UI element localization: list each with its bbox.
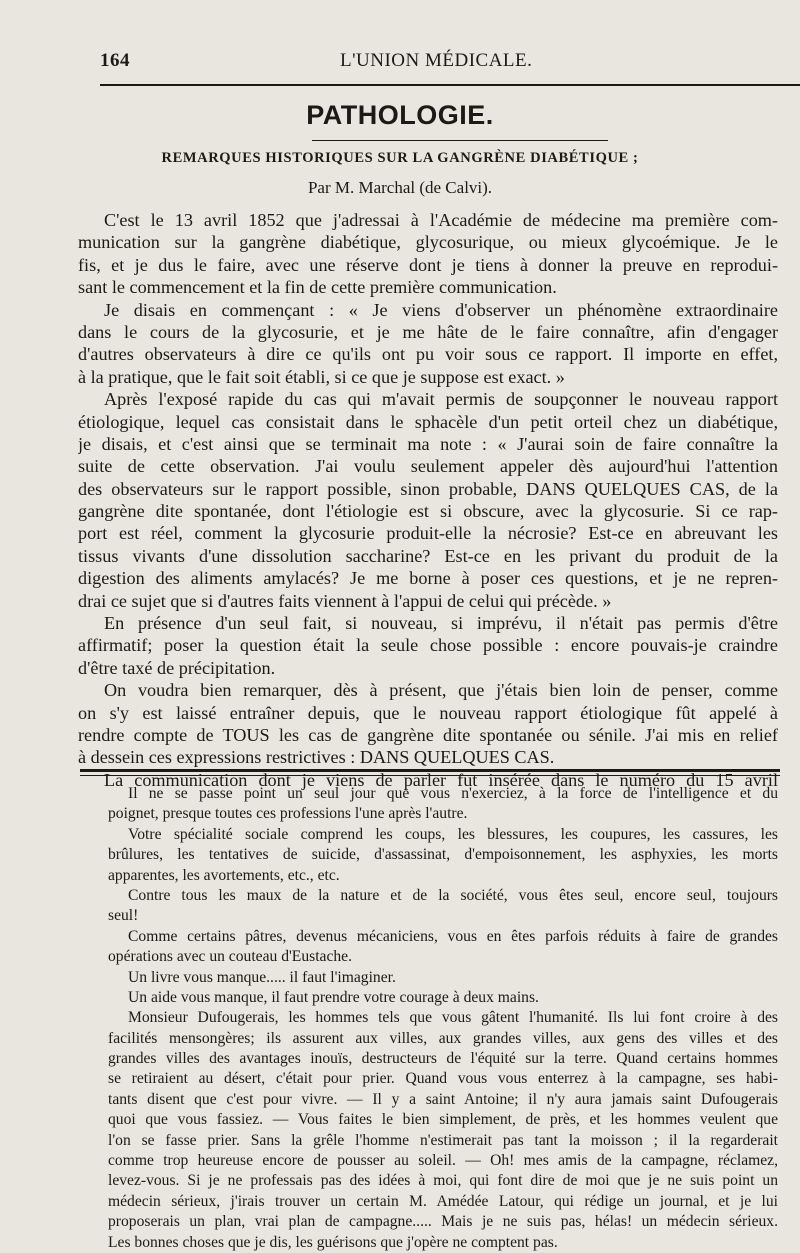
footnote-line: Contre tous les maux de la nature et de la société, vous êtes seul, encore seul, toujours <box>128 886 778 904</box>
footnote-line: brûlures, les tentatives de suicide, d'assassinat, d'empoisonnement, les asphyxies, les morts <box>108 846 778 864</box>
text-line: digestion des aliments amylacés? Je me borne à poser ces questions, et je ne repren- <box>78 568 778 589</box>
footnote-line: levez-vous. Si je ne professais pas des idées à moi, qui font dire de moi que je ne suis point un <box>108 1172 778 1190</box>
text-line: fis, et je dus le faire, avec une réserve dont je tiens à donner la preuve en reprodui- <box>78 254 778 275</box>
footnote-line: Votre spécialité sociale comprend les coups, les blessures, les coupures, les cassures, les <box>128 825 778 843</box>
feuilleton-text <box>108 784 778 1253</box>
text-line: En présence d'un seul fait, si nouveau, si imprévu, il n'était pas permis d'être <box>104 613 778 634</box>
text-line: gangrène dite spontanée, dont l'étiologie est si obscure, avec la glycosurie. Si ce rap- <box>78 501 778 522</box>
text-line: rendre compte de TOUS les cas de gangrène dite spontanée ou sénile. J'ai mis en relief <box>78 724 778 745</box>
text-line: affirmatif; poser la question était la seule chose possible : encore pouvais-je craindre <box>78 635 778 656</box>
text-line: dans le cours de la glycosurie, et je me hâte de le faire connaître, afin d'engager <box>78 321 778 342</box>
title-rule <box>312 140 608 141</box>
article-title: REMARQUES HISTORIQUES SUR LA GANGRÈNE DIABÉTIQUE ; <box>161 150 639 166</box>
footnote-line: opérations avec un couteau d'Eustache. <box>108 948 352 966</box>
footnote-line: apparentes, les avortements, etc., etc. <box>108 866 340 884</box>
text-line: étiologique, lequel cas consistait dans le sphacèle d'un petit orteil chez un diabétique, <box>78 411 778 432</box>
text-line: des observateurs sur le rapport possible, sinon probable, DANS QUELQUES CAS, de la <box>78 478 778 499</box>
text-line: à la pratique, que le fait soit établi, si ce que je suppose est exact. » <box>78 366 565 387</box>
text-line: port est réel, comment la glycosurie produit-elle la nécrosie? Est-ce en abreuvant les <box>78 523 778 544</box>
footnote-line: facilités mensongères; ils assurent aux villes, aux grandes villes, aux gens des villes et des <box>108 1029 778 1047</box>
footnote-line: médecin sérieux, j'irais trouver un certain M. Amédée Latour, qui rédige un journal, et je lui <box>108 1192 778 1210</box>
footnote-line: poignet, presque toutes ces professions l'une après l'autre. <box>108 805 468 823</box>
text-line: Après l'exposé rapide du cas qui m'avait permis de soupçonner le nouveau rapport <box>104 389 778 410</box>
footnote-line: grandes villes des avantages inouïs, destructeurs de l'équité sur la terre. Quand certains hommes <box>108 1050 778 1068</box>
text-line: je disais, et c'est ainsi que se terminait ma note : « J'aurai soin de faire connaître la <box>78 433 778 454</box>
text-line: d'être taxé de précipitation. <box>78 657 276 678</box>
footnote-line: Un livre vous manque..... il faut l'imaginer. <box>128 968 396 986</box>
footnote-line: Il ne se passe point un seul jour que vous n'exerciez, à la force de l'intelligence et du <box>128 785 778 802</box>
footnote-line: quoi que vous fassiez. — Vous faites le bien simplement, de près, et les hommes veulent que <box>108 1111 778 1129</box>
footnote-line: comme trop heureuse encore de pousser au soleil. — Oh! mes amis de la campagne, réclamez, <box>108 1152 778 1170</box>
footnote-line: Les bonnes choses que je dis, les guérisons que j'opère ne comptent pas. <box>108 1233 558 1251</box>
article-body <box>78 209 778 791</box>
text-line: On voudra bien remarquer, dès à présent, que j'étais bien loin de penser, comme <box>104 680 778 701</box>
footnote-line: Comme certains pâtres, devenus mécaniciens, vous en êtes parfois réduits à faire de grandes <box>128 927 778 945</box>
footnote-line: tants disent que c'est pour vivre. — Il y a saint Antoine; il n'y aura jamais saint Dufougerais <box>108 1090 778 1108</box>
text-line: Je disais en commençant : « Je viens d'observer un phénomène extraordinaire <box>104 299 778 320</box>
journal-title: L'UNION MÉDICALE. <box>340 50 533 71</box>
footnote-line: seul! <box>108 907 139 925</box>
text-line: d'autres observateurs à dire ce qu'ils ont pu voir sous ce rapport. Il importe en effet, <box>78 344 778 365</box>
text-line: on s'y est laissé entraîner depuis, que le nouveau rapport étiologique fût appelé à <box>78 702 778 723</box>
text-line: munication sur la gangrène diabétique, glycosurique, ou mieux glycoémique. Je le <box>78 232 778 253</box>
footnote-rule-thin <box>80 775 780 776</box>
text-line: sant le commencement et la fin de cette première communication. <box>78 277 557 298</box>
byline: Par M. Marchal (de Calvi). <box>307 178 493 197</box>
page-number: 164 <box>100 50 130 71</box>
footnote-line: l'on se fasse prier. Sans la grêle l'homme n'estimerait pas tant la moisson ; il la regarderait <box>108 1131 778 1149</box>
footnote-rule <box>80 769 780 772</box>
footnote-line: se retiraient au désert, c'était pour prier. Quand vous vous enterrez à la campagne, ses habi- <box>108 1070 778 1088</box>
section-title: PATHOLOGIE. <box>306 100 494 130</box>
text-line: La communication dont je viens de parler fut insérée dans le numéro du 15 avril <box>104 769 778 790</box>
footnote-line: proposerais un plan, vrai plan de campagne..... Mais je ne suis pas, hélas! un médecin sérieux. <box>108 1213 778 1231</box>
text-line: C'est le 13 avril 1852 que j'adressai à l'Académie de médecine ma première com- <box>104 210 778 230</box>
text-line: drai ce sujet que si d'autres faits viennent à l'appui de celui qui précède. » <box>78 590 612 611</box>
footnote-line: Monsieur Dufougerais, les hommes tels que vous gâtent l'humanité. Ils lui font croire à des <box>128 1009 778 1027</box>
text-line: suite de cette observation. J'ai voulu seulement appeler dès aujourd'hui l'attention <box>78 456 778 477</box>
running-head <box>100 50 710 78</box>
footnote-line: Un aide vous manque, il faut prendre votre courage à deux mains. <box>128 988 539 1006</box>
text-line: à dessein ces expressions restrictives : DANS QUELQUES CAS. <box>78 747 555 768</box>
header-rule <box>100 84 800 86</box>
text-line: tissus vivants d'une dissolution saccharine? Est-ce en les privant du produit de la <box>78 545 778 566</box>
